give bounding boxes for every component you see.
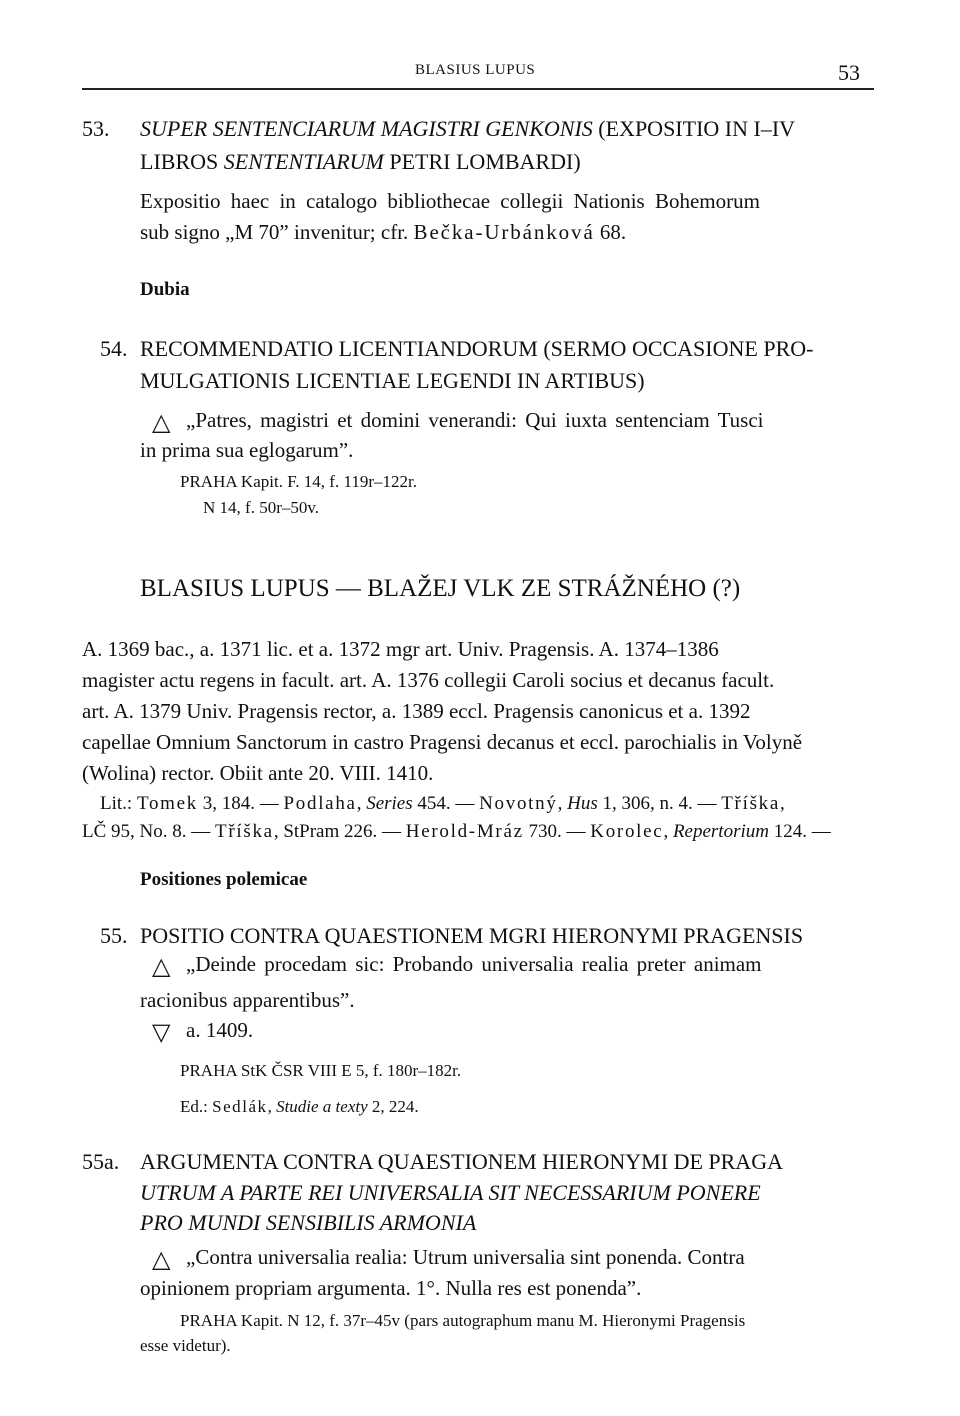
entry-55a-manuscript-line2: esse videtur). [140,1336,231,1355]
entry-55-date: a. 1409. [186,1018,254,1042]
entry-55a-title-line3: PRO MUNDI SENSIBILIS ARMONIA [140,1210,477,1235]
bio-line: A. 1369 bac., a. 1371 lic. et a. 1372 mgr art. Univ. Pragensis. A. 1374–1386 [82,637,719,661]
section-heading-dubia: Dubia [140,279,190,300]
entry-55-edition: Ed.: Sedlák, Studie a texty 2, 224. [180,1097,419,1116]
entry-55-number: 55. [100,923,128,948]
entry-53-title-line2: LIBROS SENTENTIARUM PETRI LOMBARDI) [140,149,581,174]
author-heading: BLASIUS LUPUS — BLAŽEJ VLK ZE STRÁŽNÉHO (?) [140,575,741,602]
literature-line1: Lit.: Tomek 3, 184. — Podlaha, Series 454. — Novotný, Hus 1, 306, n. 4. — Tříška, [100,793,785,814]
running-title: BLASIUS LUPUS [415,62,536,78]
entry-55-incipit-line1: „Deinde procedam sic: Probando universalia realia preter animam [186,952,762,976]
explicit-triangle-icon: ▽ [152,1020,171,1046]
bio-line: capellae Omnium Sanctorum in castro Pragensi decanus et eccl. parochialis in Volyně [82,730,803,754]
header-rule [82,88,874,90]
incipit-triangle-icon: △ [152,410,171,436]
incipit-triangle-icon: △ [152,1247,171,1273]
incipit-triangle-icon: △ [152,954,171,980]
entry-55a-title-line1: ARGUMENTA CONTRA QUAESTIONEM HIERONYMI DE PRAGA [140,1149,783,1174]
entry-55-incipit-line2: racionibus apparentibus”. [140,988,355,1012]
entry-55a-incipit-line2: opinionem propriam argumenta. 1°. Nulla res est ponenda”. [140,1276,642,1300]
entry-55a-incipit-line1: „Contra universalia realia: Utrum universalia sint ponenda. Contra [186,1245,745,1269]
bio-line: (Wolina) rector. Obiit ante 20. VIII. 1410. [82,761,434,785]
entry-54-manuscript-1: PRAHA Kapit. F. 14, f. 119r–122r. [180,472,417,491]
entry-53-title-line1: SUPER SENTENCIARUM MAGISTRI GENKONIS (EXPOSITIO IN I–IV [140,116,796,141]
section-heading-positiones: Positiones polemicae [140,869,308,890]
entry-54-title-line2: MULGATIONIS LICENTIAE LEGENDI IN ARTIBUS) [140,368,645,393]
literature-line2: LČ 95, No. 8. — Tříška, StPram 226. — Herold-Mráz 730. — Korolec, Repertorium 124. — [82,821,831,842]
entry-55a-title-line2: UTRUM A PARTE REI UNIVERSALIA SIT NECESSARIUM PONERE [140,1180,761,1205]
entry-53-number: 53. [82,116,110,141]
entry-54-manuscript-2: N 14, f. 50r–50v. [203,498,319,517]
entry-54-incipit-line1: „Patres, magistri et domini venerandi: Qui iuxta sentenciam Tusci [186,408,764,432]
entry-54-incipit-line2: in prima sua eglogarum”. [140,438,354,462]
entry-54-number: 54. [100,336,128,361]
bio-line: magister actu regens in facult. art. A. 1376 collegii Caroli socius et decanus facult. [82,668,775,692]
entry-53-note-line1: Expositio haec in catalogo bibliothecae collegii Nationis Bohemorum [140,189,760,213]
entry-55a-manuscript-line1: PRAHA Kapit. N 12, f. 37r–45v (pars autographum manu M. Hieronymi Pragensis [180,1311,746,1330]
entry-54-title-line1: RECOMMENDATIO LICENTIANDORUM (SERMO OCCASIONE PRO- [140,336,814,361]
entry-55-manuscript: PRAHA StK ČSR VIII E 5, f. 180r–182r. [180,1061,462,1080]
bio-line: art. A. 1379 Univ. Pragensis rector, a. 1389 eccl. Pragensis canonicus et a. 1392 [82,699,751,723]
entry-53-note-line2: sub signo „M 70” invenitur; cfr. Bečka-Urbánková 68. [140,220,627,244]
entry-55a-number: 55a. [82,1149,120,1174]
entry-55-title: POSITIO CONTRA QUAESTIONEM MGRI HIERONYMI PRAGENSIS [140,923,804,948]
page-number: 53 [838,60,860,85]
